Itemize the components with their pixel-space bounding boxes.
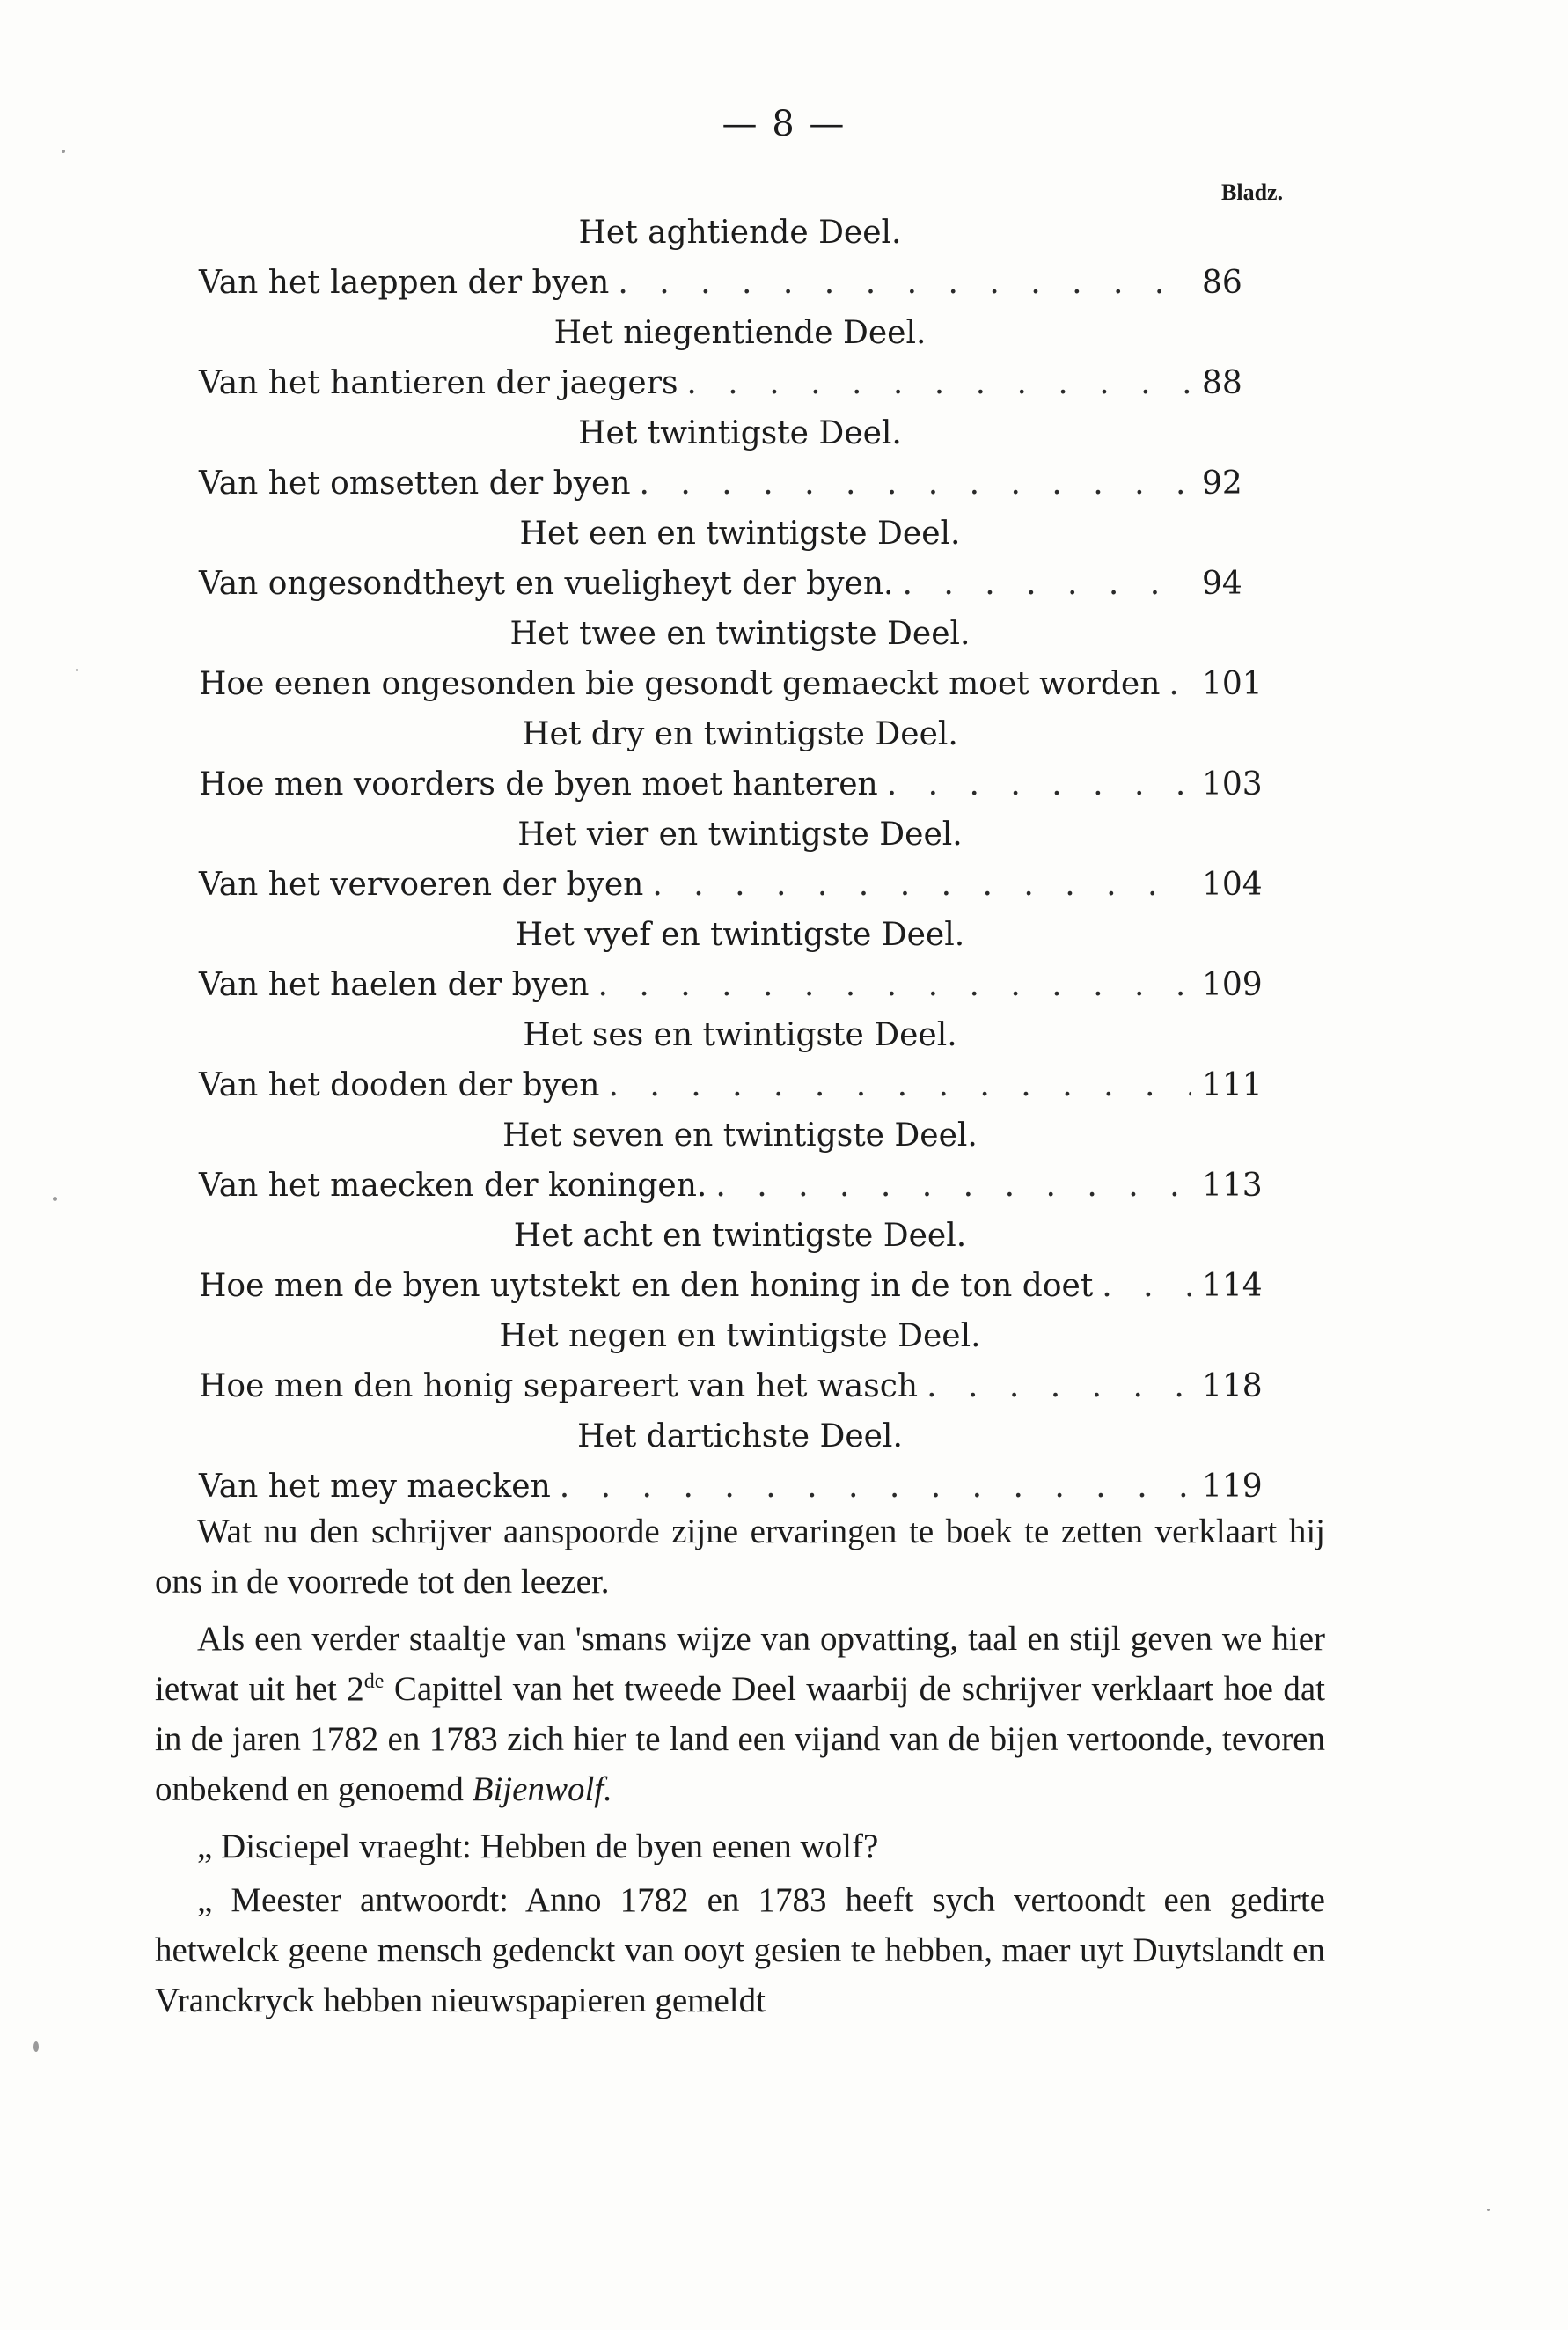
scan-speck bbox=[33, 2041, 39, 2052]
toc-section-heading: Het vyef en twintigste Deel. bbox=[515, 917, 965, 953]
ordinal-suffix: de bbox=[363, 1670, 385, 1693]
toc-entry-page: 88 bbox=[1202, 365, 1242, 401]
toc-entry-title: Hoe men voorders de byen moet hanteren bbox=[199, 766, 878, 802]
paragraph-excerpt bbox=[155, 1614, 1325, 1814]
toc-leader-dots bbox=[1169, 659, 1191, 709]
toc-entry bbox=[199, 960, 1299, 1010]
page-column-label: Bladz. bbox=[1221, 180, 1284, 205]
scan-speck bbox=[1487, 2209, 1490, 2211]
toc-leader-dots bbox=[608, 1060, 1191, 1110]
toc-entry-page: 101 bbox=[1202, 666, 1263, 702]
toc-entry-page: 114 bbox=[1202, 1268, 1263, 1304]
toc-section-heading: Het niegentiende Deel. bbox=[553, 315, 927, 351]
toc-section-heading: Het aghtiende Deel. bbox=[578, 215, 902, 251]
toc-entry-title: Van het vervoeren der byen bbox=[199, 867, 644, 903]
table-of-contents bbox=[199, 208, 1299, 1512]
paragraph-excerpt-part-a: Als een verder staaltje van 'smans wijze van opvatting, taal en stijl geven we hier ietwat uit het 2 bbox=[155, 1620, 1325, 1708]
quote-master: „ Meester antwoordt: Anno 1782 en 1783 heeft sych vertoondt een gedirte hetwelck geene mensch gedenckt van ooyt gesien te hebben, maer uyt Duytslandt en Vranckryck hebben nieuwspapieren gemeldt bbox=[155, 1881, 1325, 2019]
toc-leader-dots bbox=[560, 1462, 1191, 1512]
toc-leader-dots bbox=[652, 860, 1191, 910]
toc-entry-page: 94 bbox=[1202, 566, 1242, 602]
toc-leader-dots bbox=[902, 559, 1191, 609]
toc-entry bbox=[199, 258, 1299, 308]
quote-disciple: „ Disciepel vraeght: Hebben de byen eenen wolf? bbox=[197, 1828, 879, 1865]
toc-entry-title: Van het omsetten der byen bbox=[199, 465, 631, 502]
toc-entry-title: Van het maecken der koningen. bbox=[199, 1168, 707, 1204]
toc-entry bbox=[199, 759, 1299, 810]
paragraph-intro: Wat nu den schrijver aanspoorde zijne ervaringen te boek te zetten verklaart hij ons in de voorrede tot den leezer. bbox=[155, 1513, 1325, 1601]
toc-entry bbox=[199, 559, 1299, 609]
toc-entry-page: 109 bbox=[1202, 967, 1263, 1003]
toc-section-heading: Het seven en twintigste Deel. bbox=[502, 1117, 978, 1154]
body-text bbox=[155, 1506, 1325, 2029]
toc-leader-dots bbox=[618, 258, 1191, 308]
toc-entry bbox=[199, 1361, 1299, 1411]
scan-speck bbox=[62, 150, 65, 153]
toc-entry bbox=[199, 1161, 1299, 1211]
toc-section-heading: Het negen en twintigste Deel. bbox=[499, 1318, 981, 1354]
toc-entry bbox=[199, 1060, 1299, 1110]
toc-entry-title: Van het laeppen der byen bbox=[199, 265, 610, 301]
toc-entry-title: Van het dooden der byen bbox=[199, 1067, 600, 1103]
toc-entry-title: Van het haelen der byen bbox=[199, 967, 590, 1003]
toc-entry-page: 86 bbox=[1202, 265, 1242, 301]
toc-section-heading: Het dry en twintigste Deel. bbox=[522, 716, 958, 752]
toc-entry-title: Hoe men de byen uytstekt en den honing in de ton doet bbox=[199, 1268, 1094, 1304]
toc-leader-dots bbox=[887, 759, 1191, 810]
toc-leader-dots bbox=[715, 1161, 1191, 1211]
term-bijenwolf: Bijenwolf. bbox=[472, 1770, 612, 1808]
toc-section-heading: Het acht en twintigste Deel. bbox=[513, 1218, 967, 1254]
toc-entry-page: 111 bbox=[1202, 1067, 1263, 1103]
toc-entry-title: Van het hantieren der jaegers bbox=[199, 365, 678, 401]
toc-entry-page: 118 bbox=[1202, 1368, 1263, 1404]
toc-entry-page: 92 bbox=[1202, 465, 1242, 502]
scan-speck bbox=[76, 669, 78, 671]
toc-entry-title: Van het mey maecken bbox=[199, 1469, 551, 1505]
page-number: — 8 — bbox=[722, 104, 846, 144]
toc-section-heading: Het vier en twintigste Deel. bbox=[517, 817, 963, 853]
toc-entry-title: Hoe men den honig separeert van het wasch bbox=[199, 1368, 919, 1404]
toc-entry bbox=[199, 659, 1299, 709]
toc-section-heading: Het twee en twintigste Deel. bbox=[509, 616, 971, 652]
paragraph-excerpt-part-b: Capittel van het tweede Deel waarbij de schrijver verklaart hoe dat in de jaren 1782 en 1783 zich hier te land een vijand van de bijen vertoonde, tevoren onbekend en genoemd bbox=[155, 1670, 1325, 1808]
toc-entry bbox=[199, 860, 1299, 910]
toc-entry-page: 103 bbox=[1202, 766, 1263, 802]
toc-section-heading: Het ses en twintigste Deel. bbox=[523, 1017, 957, 1053]
toc-leader-dots bbox=[597, 960, 1191, 1010]
toc-entry-page: 113 bbox=[1202, 1168, 1263, 1204]
toc-entry bbox=[199, 358, 1299, 408]
toc-section-heading: Het een en twintigste Deel. bbox=[519, 516, 961, 552]
toc-entry bbox=[199, 1261, 1299, 1311]
toc-entry-title: Hoe eenen ongesonden bie gesondt gemaeckt moet worden bbox=[199, 666, 1161, 702]
toc-entry bbox=[199, 1462, 1299, 1512]
toc-entry-page: 119 bbox=[1202, 1469, 1263, 1505]
toc-entry bbox=[199, 458, 1299, 509]
toc-section-heading: Het twintigste Deel. bbox=[578, 415, 902, 451]
toc-leader-dots bbox=[1102, 1261, 1191, 1311]
toc-entry-title: Van ongesondtheyt en vueligheyt der byen. bbox=[199, 566, 894, 602]
scan-speck bbox=[53, 1197, 57, 1201]
toc-leader-dots bbox=[927, 1361, 1191, 1411]
toc-section-heading: Het dartichste Deel. bbox=[577, 1418, 903, 1454]
toc-leader-dots bbox=[640, 458, 1191, 509]
toc-leader-dots bbox=[686, 358, 1191, 408]
toc-entry-page: 104 bbox=[1202, 867, 1263, 903]
